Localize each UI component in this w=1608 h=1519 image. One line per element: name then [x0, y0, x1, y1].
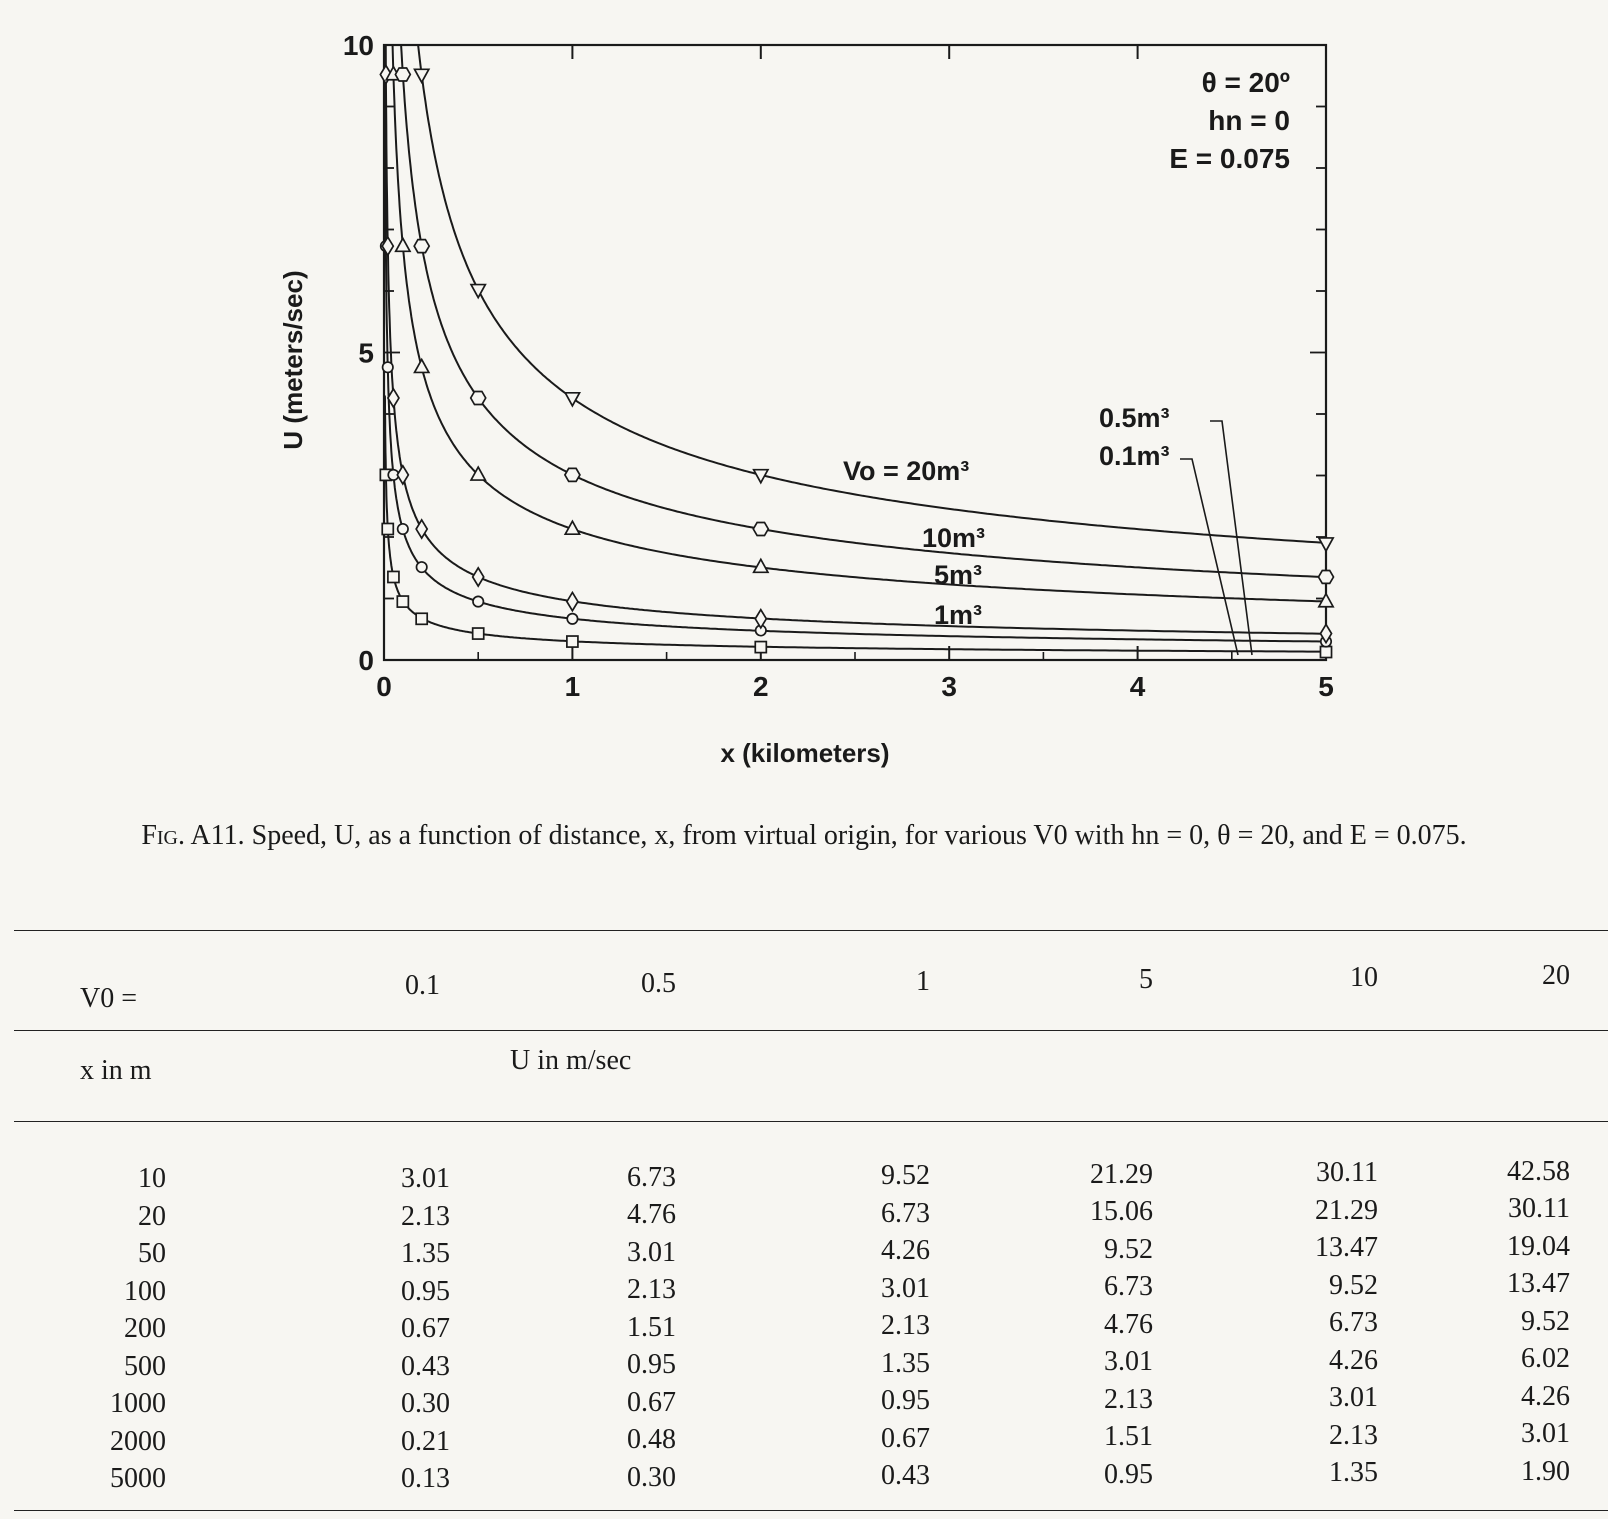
table-bottom-rule [14, 1510, 1608, 1511]
row-u-value: 3.01 [1104, 1346, 1153, 1377]
row-u-value: 30.11 [1316, 1157, 1378, 1188]
row-u-value: 9.52 [881, 1160, 930, 1191]
row-x-value: 2000 [110, 1425, 166, 1457]
row-u-value: 0.95 [627, 1349, 676, 1380]
data-marker-square [382, 523, 393, 534]
v0-value: 20 [1542, 960, 1570, 991]
figure-caption [0, 818, 1608, 854]
data-marker-circle [398, 524, 408, 534]
data-marker-circle [567, 614, 577, 624]
row-u-value: 19.04 [1507, 1230, 1570, 1262]
row-u-value: 1.35 [1329, 1457, 1378, 1488]
row-u-value: 1.51 [1104, 1421, 1153, 1452]
chart-labels [278, 30, 1334, 768]
data-marker-triangle-down [565, 393, 579, 406]
row-u-value: 2.13 [627, 1274, 676, 1305]
row-u-value: 30.11 [1508, 1193, 1570, 1224]
row-u-value: 13.47 [1507, 1268, 1570, 1299]
row-u-value: 0.67 [881, 1422, 930, 1454]
v0-value: 0.5 [641, 968, 676, 999]
row-u-value: 4.26 [1329, 1344, 1378, 1376]
data-marker-hexagon [1319, 571, 1334, 584]
series-curve [385, 0, 1326, 577]
data-marker-hexagon [565, 468, 580, 481]
row-u-value: 4.26 [881, 1235, 930, 1266]
data-marker-square [416, 613, 427, 624]
row-u-value: 0.43 [401, 1350, 450, 1382]
row-u-value: 0.30 [627, 1461, 676, 1493]
row-u-value: 0.13 [401, 1463, 450, 1494]
row-u-value: 9.52 [1104, 1233, 1153, 1265]
data-marker-hexagon [414, 240, 429, 253]
row-u-value: 15.06 [1090, 1196, 1153, 1227]
row-x-value: 5000 [110, 1463, 166, 1494]
row-u-value: 21.29 [1090, 1158, 1153, 1190]
chart-curves [385, 0, 1326, 652]
table-subheader-rule [14, 1121, 1608, 1122]
row-x-value: 1000 [110, 1388, 166, 1419]
data-marker-triangle [1319, 594, 1333, 607]
row-u-value: 4.26 [1521, 1380, 1570, 1412]
y-tick-label: 0 [358, 645, 374, 676]
row-u-value: 0.21 [401, 1425, 450, 1457]
data-marker-triangle [415, 359, 429, 372]
parameter-label: hn = 0 [1208, 105, 1290, 136]
row-u-value: 3.01 [881, 1272, 930, 1304]
v0-value: 1 [916, 966, 930, 997]
row-u-value: 2.13 [401, 1200, 450, 1232]
data-marker-circle [383, 362, 393, 372]
speed-table [0, 925, 1608, 1519]
data-marker-square [755, 642, 766, 653]
series-curve [385, 0, 1326, 602]
x-tick-label: 3 [941, 671, 957, 702]
data-marker-triangle-down [415, 69, 429, 82]
data-marker-hexagon [471, 392, 486, 405]
series-label-0-1: 0.1m³ [1099, 441, 1170, 471]
row-u-value: 6.73 [1104, 1271, 1153, 1302]
row-u-value: 1.35 [881, 1347, 930, 1379]
row-u-value: 3.01 [1329, 1382, 1378, 1413]
x-unit-label: x in m [80, 1055, 152, 1086]
data-marker-triangle [396, 238, 410, 251]
data-marker-square [473, 628, 484, 639]
row-u-value: 13.47 [1315, 1232, 1378, 1263]
table-header-rule [14, 1030, 1608, 1031]
y-tick-label: 10 [342, 30, 374, 61]
row-x-value: 500 [124, 1350, 166, 1382]
row-x-value: 20 [138, 1200, 166, 1232]
row-u-value: 0.67 [401, 1313, 450, 1344]
x-tick-label: 1 [564, 671, 581, 702]
row-u-value: 6.73 [627, 1161, 676, 1193]
row-u-value: 0.95 [1104, 1458, 1153, 1490]
row-u-value: 1.35 [401, 1238, 450, 1269]
row-u-value: 6.73 [881, 1197, 930, 1229]
row-u-value: 9.52 [1329, 1269, 1378, 1301]
row-u-value: 1.90 [1521, 1455, 1570, 1487]
x-tick-label: 0 [376, 671, 392, 702]
parameter-label: E = 0.075 [1169, 143, 1290, 174]
row-x-value: 10 [138, 1163, 166, 1194]
v0-label: V0 = [80, 983, 138, 1014]
row-u-value: 2.13 [1329, 1419, 1378, 1451]
data-marker-triangle-down [471, 285, 485, 298]
series-label-5: 5m³ [934, 560, 983, 590]
x-tick-label: 2 [753, 671, 769, 702]
row-x-value: 50 [138, 1238, 166, 1269]
row-u-value: 4.76 [627, 1199, 676, 1230]
data-marker-circle [473, 596, 483, 606]
row-u-value: 0.95 [881, 1385, 930, 1416]
data-marker-square [1320, 646, 1331, 657]
x-axis-title: x (kilometers) [720, 738, 890, 768]
data-marker-hexagon [395, 68, 410, 81]
data-marker-hexagon [753, 523, 768, 536]
row-u-value: 6.02 [1521, 1343, 1570, 1374]
row-u-value: 0.30 [401, 1388, 450, 1419]
row-u-value: 1.51 [627, 1311, 676, 1343]
caption-fig-number: Fig. A11. [141, 820, 245, 851]
row-u-value: 0.48 [627, 1424, 676, 1455]
table-top-rule [14, 930, 1608, 931]
u-unit-label: U in m/sec [510, 1045, 632, 1076]
series-curve [385, 0, 1326, 634]
y-axis-title: U (meters/sec) [278, 270, 308, 450]
series-label-0-5: 0.5m³ [1099, 403, 1170, 433]
row-u-value: 0.67 [627, 1386, 676, 1418]
data-marker-square [397, 596, 408, 607]
plot-frame [384, 45, 1326, 660]
row-u-value: 6.73 [1329, 1307, 1378, 1338]
row-u-value: 2.13 [1104, 1383, 1153, 1415]
data-marker-square [388, 571, 399, 582]
chart-axes [384, 45, 1326, 660]
row-u-value: 3.01 [401, 1163, 450, 1194]
data-marker-diamond [755, 610, 766, 628]
row-u-value: 0.95 [401, 1275, 450, 1307]
caption-text: Speed, U, as a function of distance, x, from virtual origin, for various V0 with hn = 0, θ = 20, and E = 0.075. [251, 820, 1467, 851]
x-tick-label: 4 [1129, 671, 1146, 702]
row-u-value: 2.13 [881, 1310, 930, 1341]
data-marker-square [567, 636, 578, 647]
data-marker-diamond [567, 592, 578, 610]
row-u-value: 3.01 [627, 1236, 676, 1268]
row-u-value: 3.01 [1521, 1418, 1570, 1449]
v0-value: 5 [1139, 964, 1153, 995]
v0-value: 0.1 [405, 970, 440, 1001]
row-u-value: 0.43 [881, 1460, 930, 1491]
series-label-1: 1m³ [934, 600, 983, 630]
row-u-value: 9.52 [1521, 1305, 1570, 1337]
x-tick-label: 5 [1318, 671, 1334, 702]
data-marker-diamond [473, 568, 484, 586]
row-u-value: 42.58 [1507, 1155, 1570, 1187]
row-u-value: 21.29 [1315, 1194, 1378, 1226]
row-u-value: 4.76 [1104, 1308, 1153, 1340]
leader-line-0-1 [1180, 459, 1238, 655]
data-marker-diamond [397, 466, 408, 484]
y-tick-label: 5 [358, 337, 374, 369]
data-marker-triangle-down [1319, 538, 1333, 551]
data-marker-circle [416, 562, 426, 572]
parameter-label: θ = 20º [1201, 67, 1290, 98]
v0-value: 10 [1350, 962, 1378, 993]
row-x-value: 200 [124, 1313, 166, 1344]
series-label-20: Vo = 20m³ [843, 456, 970, 486]
series-label-10: 10m³ [922, 523, 986, 553]
row-x-value: 100 [124, 1275, 166, 1307]
